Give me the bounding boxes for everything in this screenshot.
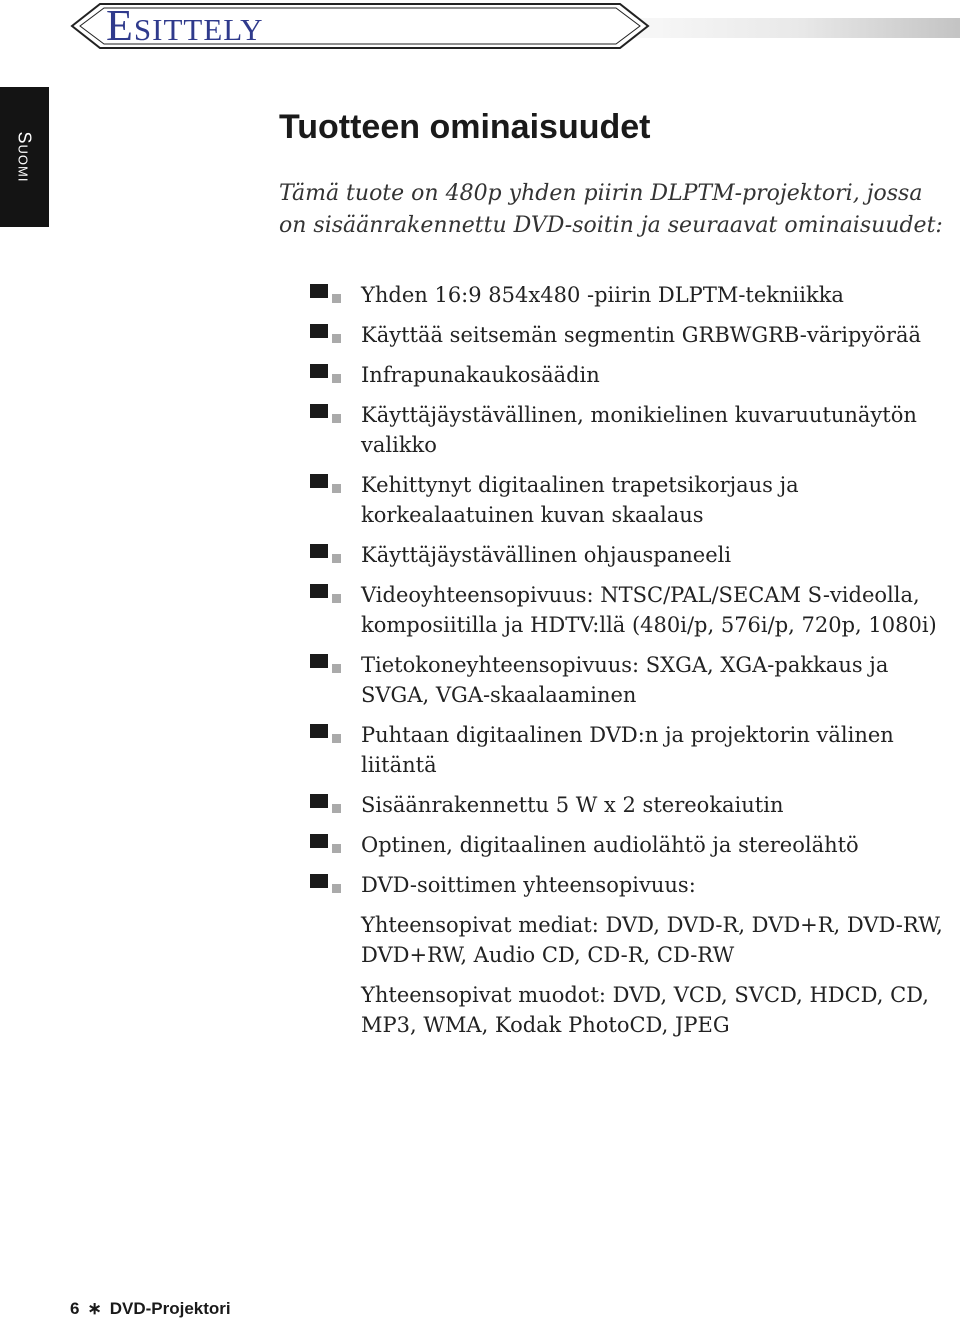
bullet-icon xyxy=(310,584,338,606)
feature-text: Kehittynyt digitaalinen trapetsikorjaus ja korkealaatuinen kuvan skaalaus xyxy=(361,473,799,527)
bullet-icon xyxy=(310,724,338,746)
feature-item xyxy=(310,580,950,640)
feature-item xyxy=(310,790,950,820)
feature-item xyxy=(310,720,950,780)
feature-text: Yhden 16:9 854x480 -piirin DLPTM-tekniikka xyxy=(361,283,844,307)
feature-item xyxy=(310,470,950,530)
bullet-icon xyxy=(310,654,338,676)
feature-item xyxy=(310,830,950,860)
feature-text: Käyttäjäystävällinen, monikielinen kuvaruutunäytön valikko xyxy=(361,403,917,457)
feature-text: Käyttäjäystävällinen ohjauspaneeli xyxy=(361,543,732,567)
feature-list xyxy=(310,280,950,1050)
bullet-icon xyxy=(310,874,338,896)
bullet-icon xyxy=(310,474,338,496)
bullet-icon xyxy=(310,544,338,566)
dvd-compatible-media: Yhteensopivat mediat: DVD, DVD-R, DVD+R, DVD-RW, DVD+RW, Audio CD, CD-R, CD-RW xyxy=(361,913,943,967)
section-title: Esittely xyxy=(106,1,264,50)
feature-item xyxy=(310,280,950,310)
feature-text: Puhtaan digitaalinen DVD:n ja projektorin välinen liitäntä xyxy=(361,723,894,777)
bullet-icon xyxy=(310,834,338,856)
feature-item xyxy=(310,870,950,900)
page-title: Tuotteen ominaisuudet xyxy=(279,108,651,146)
bullet-icon xyxy=(310,324,338,346)
feature-item xyxy=(310,400,950,460)
feature-text: Tietokoneyhteensopivuus: SXGA, XGA-pakkaus ja SVGA, VGA-skaalaaminen xyxy=(361,653,889,707)
feature-text: Infrapunakaukosäädin xyxy=(361,363,600,387)
feature-text: Sisäänrakennettu 5 W x 2 stereokaiutin xyxy=(361,793,784,817)
bullet-icon xyxy=(310,794,338,816)
language-tab-label: Suomi xyxy=(14,131,35,183)
footer-separator: ∗ xyxy=(87,1299,102,1318)
bullet-icon xyxy=(310,284,338,306)
bullet-icon xyxy=(310,364,338,386)
feature-item xyxy=(310,540,950,570)
dvd-compatible-formats: Yhteensopivat muodot: DVD, VCD, SVCD, HDCD, CD, MP3, WMA, Kodak PhotoCD, JPEG xyxy=(361,983,929,1037)
feature-text: Käyttää seitsemän segmentin GRBWGRB-väripyörää xyxy=(361,323,922,347)
feature-text: DVD-soittimen yhteensopivuus: xyxy=(361,873,696,897)
page-footer xyxy=(70,1298,231,1320)
intro-paragraph: Tämä tuote on 480p yhden piirin DLPTM-projektori, jossa on sisäänrakennettu DVD-soitin ja seuraavat ominaisuudet: xyxy=(279,181,943,238)
feature-item xyxy=(310,320,950,350)
feature-item xyxy=(310,360,950,390)
section-header xyxy=(0,0,960,60)
feature-text: Optinen, digitaalinen audiolähtö ja stereolähtö xyxy=(361,833,859,857)
feature-item xyxy=(310,650,950,710)
page-number: 6 xyxy=(70,1299,80,1318)
feature-text: Videoyhteensopivuus: NTSC/PAL/SECAM S-videolla, komposiitilla ja HDTV:llä (480i/p, 576i/p, 720p, 1080i) xyxy=(361,583,937,637)
bullet-icon xyxy=(310,404,338,426)
footer-product-name: DVD-Projektori xyxy=(109,1299,231,1318)
